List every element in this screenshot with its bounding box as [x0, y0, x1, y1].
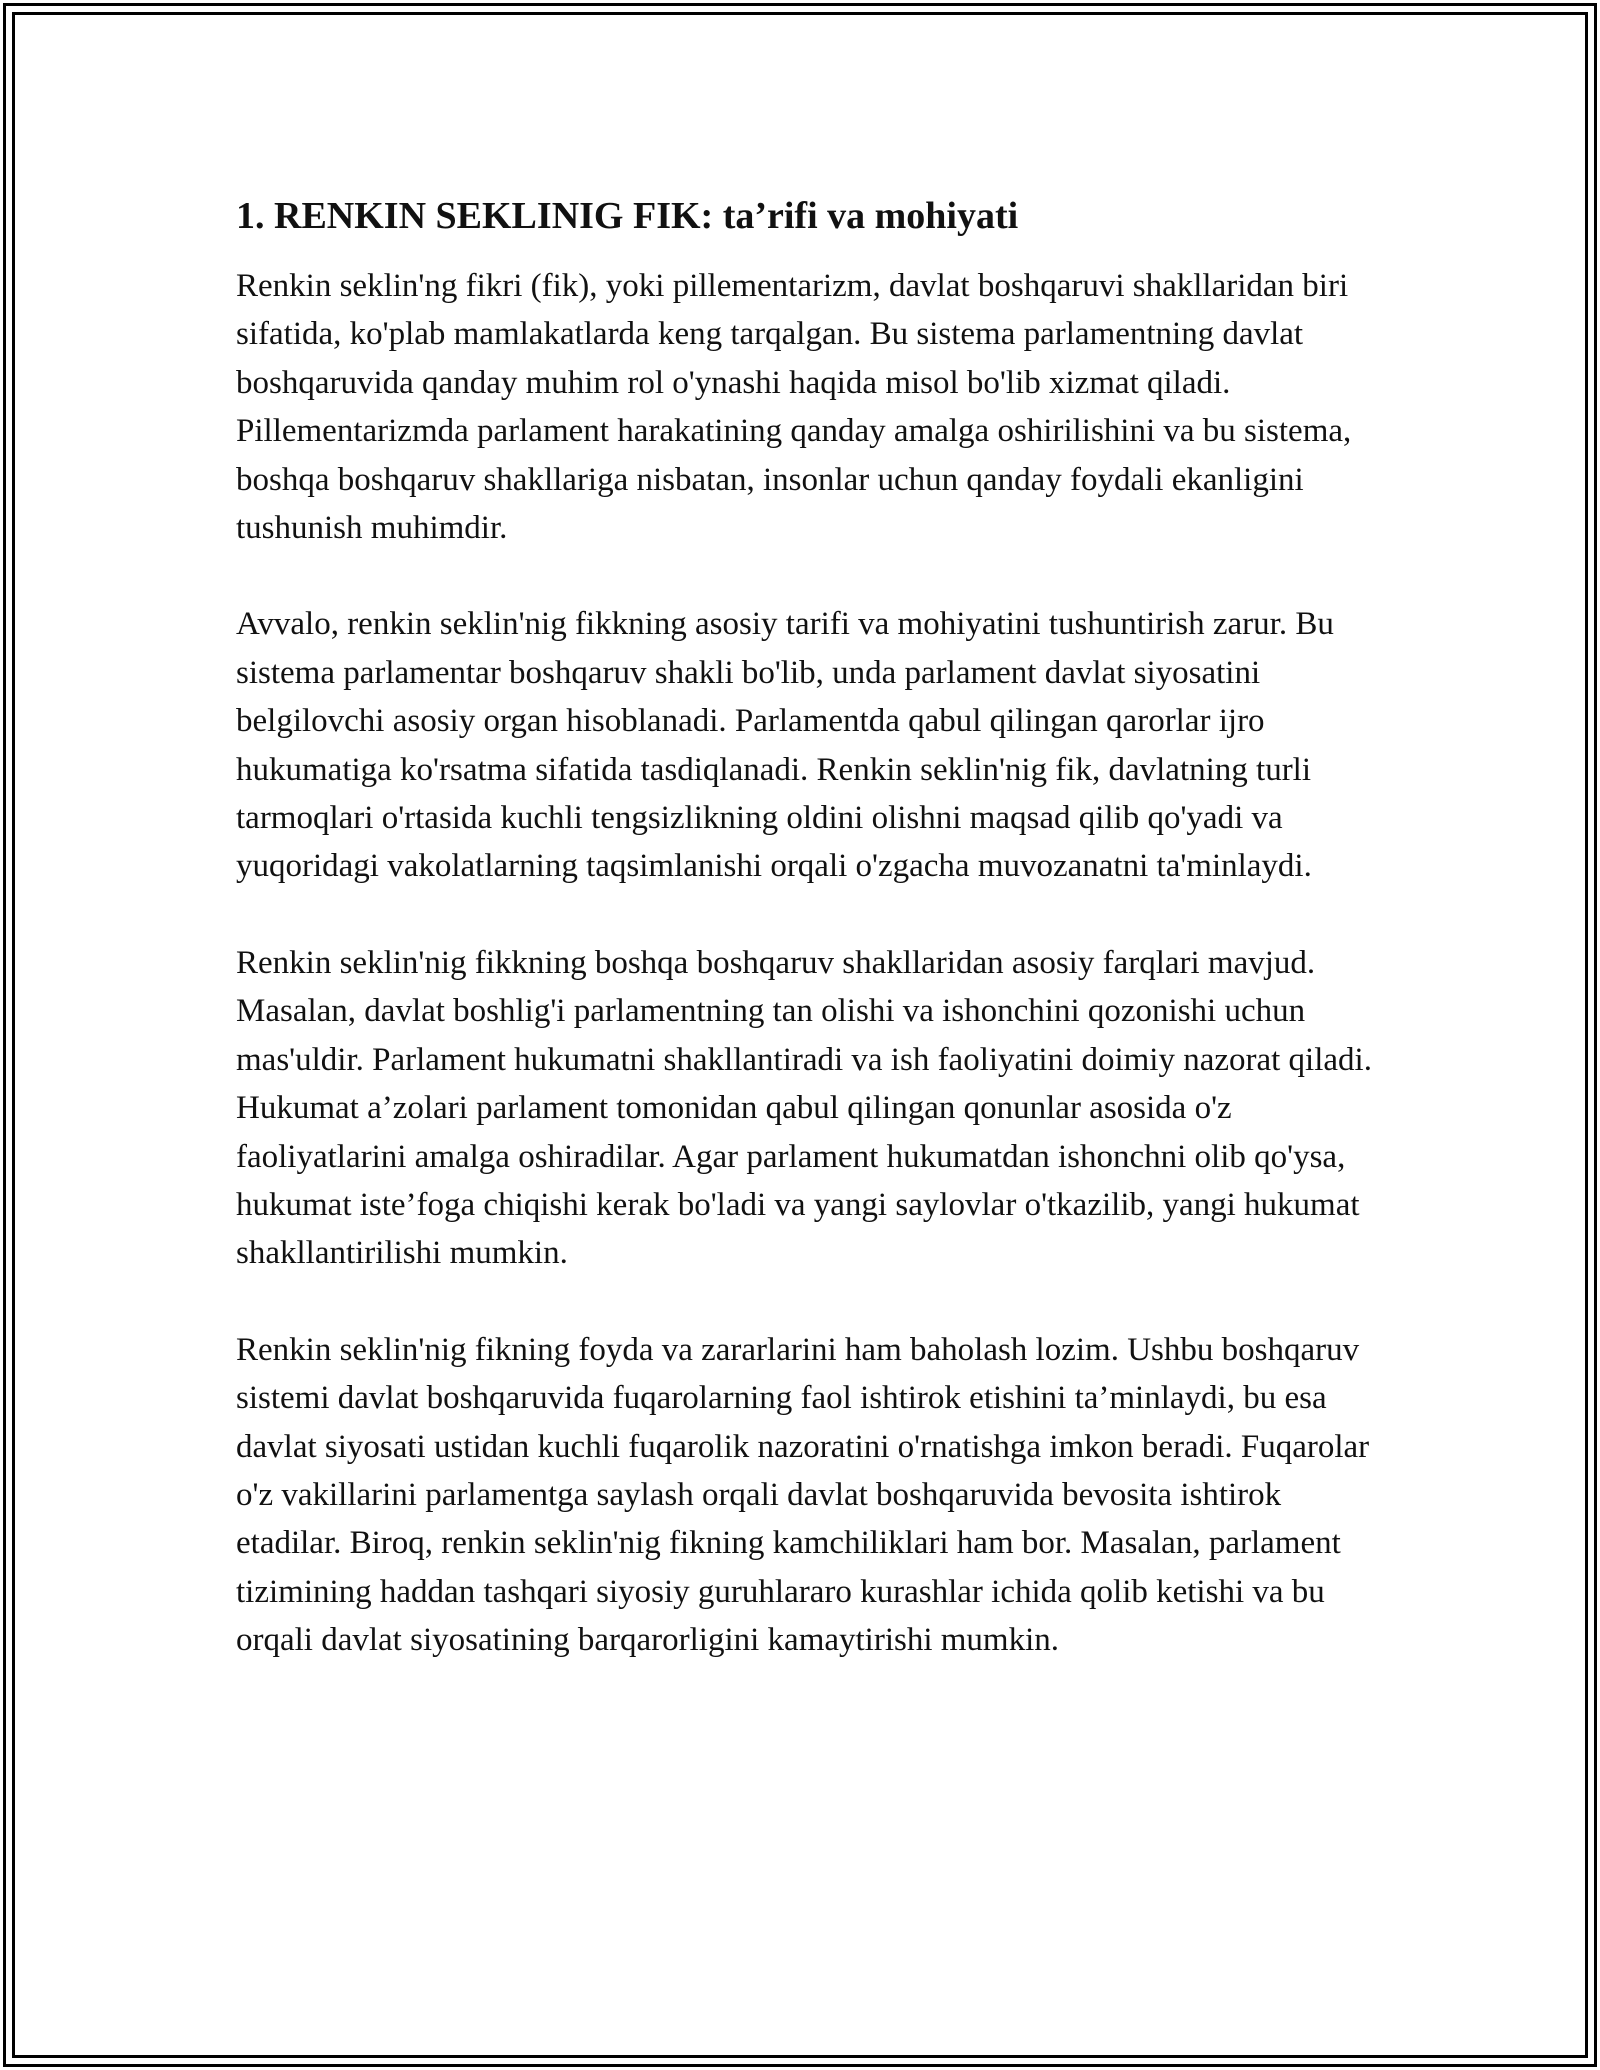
paragraph-3: Renkin seklin'nig fikkning boshqa boshqaruv shakllaridan asosiy farqlari mavjud. Masalan, davlat boshlig'i parlamentning tan olishi va ishonchini qozonishi uchun mas'uldir. Parlament hukumatni shakllantiradi va ish faoliyatini doimiy nazorat qiladi. Hukumat a’zolari parlament tomonidan qabul qilingan qonunlar asosida o'z faoliyatlarini amalga oshiradilar. Agar parlament hukumatdan ishonchni olib qo'ysa, hukumat iste’foga chiqishi kerak bo'ladi va yangi saylovlar o'tkazilib, yangi hukumat shakllantirilishi mumkin.	[236, 944, 1372, 1272]
paragraph-4: Renkin seklin'nig fikning foyda va zararlarini ham baholash lozim. Ushbu boshqaruv sistemi davlat boshqaruvida fuqarolarning faol ishtirok etishini ta’minlaydi, bu esa davlat siyosati ustidan kuchli fuqarolik nazoratini o'rnatishga imkon beradi. Fuqarolar o'z vakillarini parlamentga saylash orqali davlat boshqaruvida bevosita ishtirok etadilar. Biroq, renkin seklin'nig fikning kamchiliklari ham bor. Masalan, parlament tizimining haddan tashqari siyosiy guruhlararo kurashlar ichida qolib ketishi va bu orqali davlat siyosatining barqarorligini kamaytirishi mumkin.	[236, 1331, 1370, 1659]
section-heading: 1. RENKIN SEKLINIG FIK: ta’rifi va mohiyati	[236, 195, 1019, 237]
paragraph-2: Avvalo, renkin seklin'nig fikkning asosiy tarifi va mohiyatini tushuntirish zarur. Bu sistema parlamentar boshqaruv shakli bo'lib, unda parlament davlat siyosatini belgilovchi asosiy organ hisoblanadi. Parlamentda qabul qilingan qarorlar ijro hukumatiga ko'rsatma sifatida tasdiqlanadi. Renkin seklin'nig fik, davlatning turli tarmoqlari o'rtasida kuchli tengsizlikning oldini olishni maqsad qilib qo'yadi va yuqoridagi vakolatlarning taqsimlanishi orqali o'zgacha muvozanatni ta'minlaydi.	[236, 606, 1334, 885]
document-content	[236, 190, 1376, 1665]
paragraph-1: Renkin seklin'ng fikri (fik), yoki pillementarizm, davlat boshqaruvi shakllaridan biri sifatida, ko'plab mamlakatlarda keng tarqalgan. Bu sistema parlamentning davlat boshqaruvida qanday muhim rol o'ynashi haqida misol bo'lib xizmat qiladi. Pillementarizmda parlament harakatining qanday amalga oshirilishini va bu sistema, boshqa boshqaruv shakllariga nisbatan, insonlar uchun qanday foydali ekanligini tushunish muhimdir.	[236, 268, 1352, 547]
